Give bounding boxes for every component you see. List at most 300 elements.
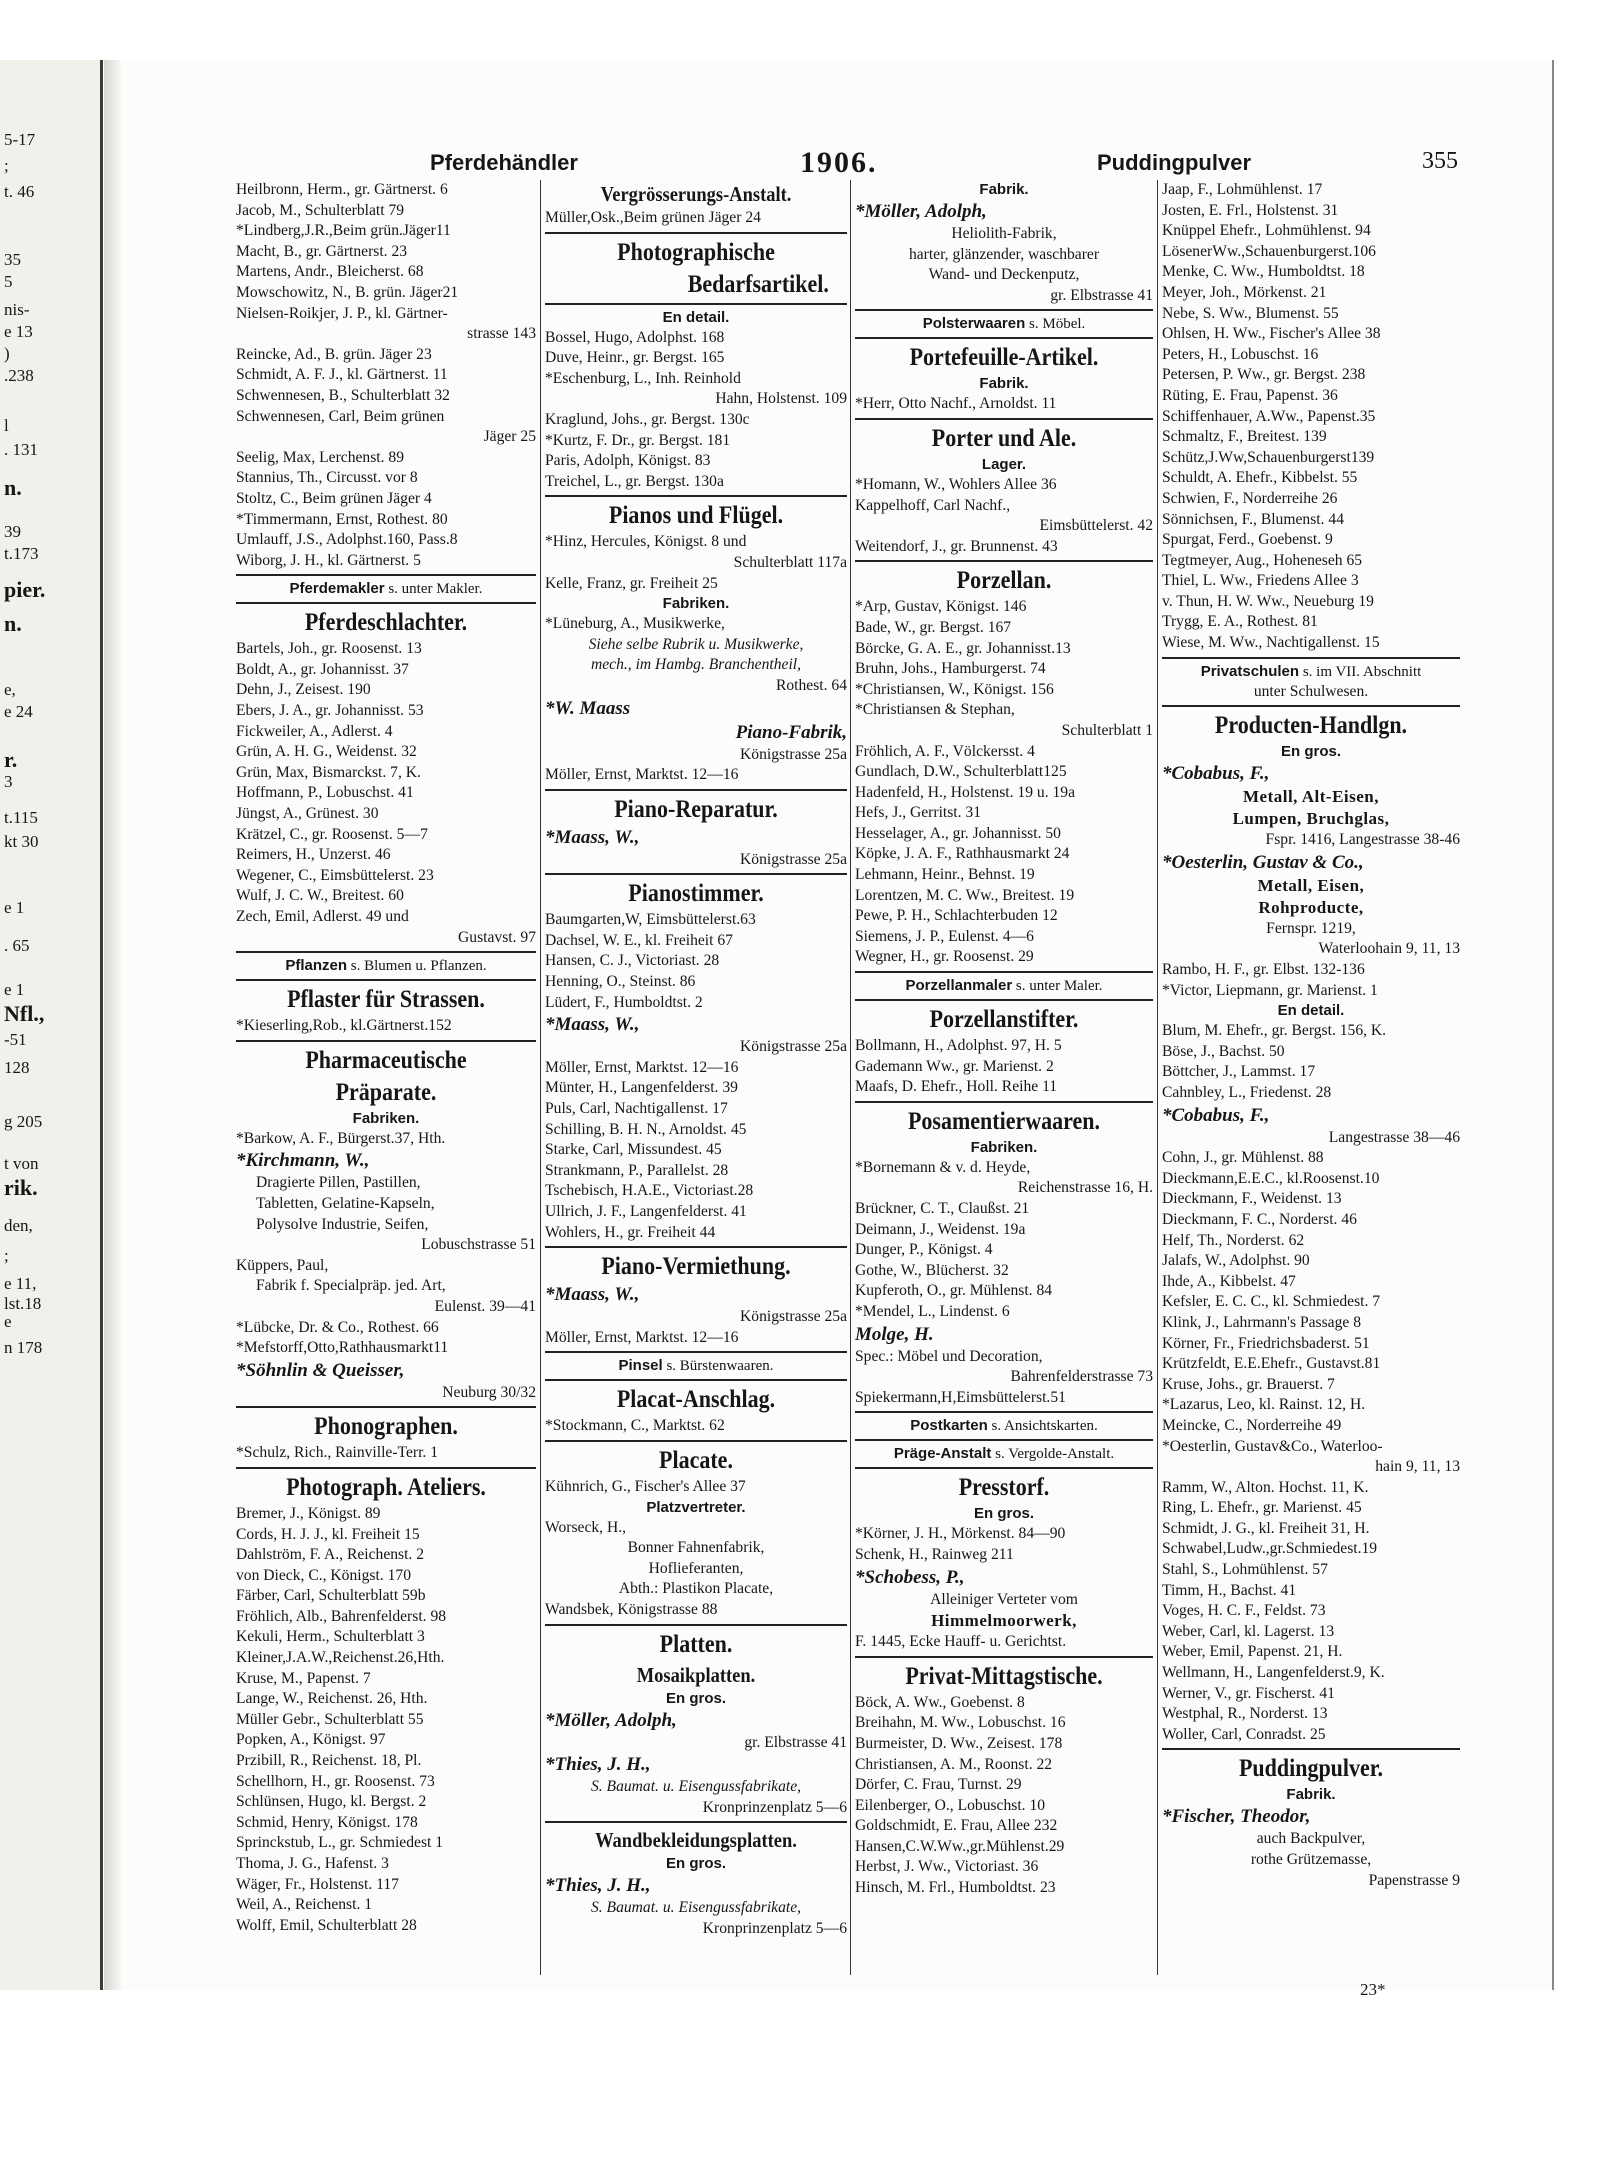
directory-entry: Tschebisch, H.A.E., Victoriast.28 [545,1182,754,1200]
cross-reference [855,314,1153,334]
adjacent-page-fragment: n. [4,611,22,636]
adjacent-page-fragment: ) [4,344,10,363]
directory-column-2 [545,180,847,1940]
column-rule [1157,180,1158,1975]
directory-entry: Menke, C. Ww., Humboldtst. 18 [1162,263,1365,281]
directory-entry: Josten, E. Frl., Holstenst. 31 [1162,201,1339,219]
featured-entry-detail: Lumpen, Bruchglas, [1232,809,1390,829]
directory-entry: *Kieserling,Rob., kl.Gärtnerst.152 [236,1017,452,1035]
featured-entry-detail: Metall, Eisen, [1257,875,1365,895]
entry-continuation: Schulterblatt 117a [733,553,847,571]
adjacent-page-fragment: .238 [4,366,34,385]
directory-entry: LösenerWw.,Schauenburgerst.106 [1162,242,1376,260]
directory-entry: *Mendel, L., Lindenst. 6 [855,1302,1010,1320]
featured-entry: *Maass, W., [545,826,640,848]
directory-entry: Hesselager, A., gr. Johannisst. 50 [855,824,1061,842]
directory-entry: Seelig, Max, Lerchenst. 89 [236,448,405,466]
directory-entry: Gothe, W., Blücherst. 32 [855,1261,1009,1279]
adjacent-page-fragment: 39 [4,522,21,541]
directory-entry: Lorentzen, M. C. Ww., Breitest. 19 [855,886,1075,904]
directory-entry: Fröhlich, Alb., Bahrenfelderst. 98 [236,1607,447,1625]
section-rule [236,979,536,981]
cross-reference-term: Pinsel [618,1357,663,1375]
directory-entry: Peters, H., Lobuschst. 16 [1162,345,1319,363]
adjacent-page-fragment: e 1 [4,898,25,917]
subheading: Fabrik. [1286,1786,1336,1804]
directory-entry: Möller, Ernst, Marktst. 12—16 [545,1058,739,1076]
column-rule [850,180,851,1975]
directory-entry: Kelle, Franz, gr. Freiheit 25 [545,574,718,592]
directory-entry: *Lindberg,J.R.,Beim grün.Jäger11 [236,222,451,240]
featured-entry: *Maass, W., [545,1284,640,1306]
featured-entry-detail: Rohproducte, [1258,897,1364,917]
directory-entry: Reimers, H., Unzerst. 46 [236,846,391,864]
directory-entry: Spiekermann,H,Eimsbüttelerst.51 [855,1388,1066,1406]
section-heading: Producten-Handlgn. [1214,712,1408,740]
section-heading: Placate. [659,1446,733,1474]
featured-entry: *Kirchmann, W., [236,1150,370,1172]
section-rule [545,1624,847,1626]
entry-continuation: Fspr. 1416, Langestrasse 38-46 [1265,831,1460,849]
directory-entry: Treichel, L., gr. Bergst. 130a [545,472,724,490]
cross-reference-target: s. Vergolde-Anstalt. [991,1446,1115,1463]
directory-entry: Cords, H. J. J., kl. Freiheit 15 [236,1525,420,1543]
directory-entry: Schwabel,Ludw.,gr.Schmiedest.19 [1162,1540,1378,1558]
directory-entry: Kühnrich, G., Fischer's Allee 37 [545,1477,746,1495]
subheading: Fabriken. [970,1138,1038,1156]
section-rule [545,1440,847,1442]
section-rule [855,418,1153,420]
cross-reference-target: s. Ansichtskarten. [987,1418,1098,1435]
section-rule [545,495,847,497]
directory-entry: Wäger, Fr., Holstenst. 117 [236,1875,399,1893]
featured-entry-detail: Himmelmoorwerk, [931,1611,1077,1631]
section-heading: Pharmaceutische [305,1046,467,1074]
directory-entry: Wandsbek, Königstrasse 88 [545,1600,718,1618]
cross-reference [236,579,536,599]
directory-entry: Duve, Heinr., gr. Bergst. 165 [545,349,725,367]
directory-entry: Dehn, J., Zeisest. 190 [236,681,371,699]
directory-entry: Voges, H. C. F., Feldst. 73 [1162,1602,1326,1620]
entry-continuation: Reichenstrasse 16, H. [1017,1179,1153,1197]
directory-entry: Wiborg, J. H., kl. Gärtnerst. 5 [236,551,421,569]
entry-note: unter Schulwesen. [1253,682,1369,700]
directory-entry: Blum, M. Ehefr., gr. Bergst. 156, K. [1162,1022,1387,1040]
adjacent-page-fragment: -51 [4,1030,27,1049]
directory-entry: Macht, B., gr. Gärtnerst. 23 [236,242,408,260]
directory-entry: Bruhn, Johs., Hamburgerst. 74 [855,660,1046,678]
directory-entry: Jalafs, W., Adolphst. 90 [1162,1252,1310,1270]
adjacent-page-fragment: den, [4,1216,33,1235]
directory-entry: *Kurtz, F. Dr., gr. Bergst. 181 [545,431,731,449]
adjacent-page-fragment: g 205 [4,1112,43,1131]
directory-entry: Lehmann, Heinr., Behnst. 19 [855,866,1035,884]
cross-reference-term: Polsterwaaren [922,315,1026,333]
cross-reference [855,1444,1153,1464]
entry-note: Siehe selbe Rubrik u. Musikwerke, [588,635,804,653]
entry-note: Bonner Fahnenfabrik, [627,1539,765,1557]
directory-entry: Sönnichsen, F., Blumenst. 44 [1162,510,1344,528]
directory-entry: Wolff, Emil, Schulterblatt 28 [236,1916,417,1934]
directory-entry: Paris, Adolph, Königst. 83 [545,452,711,470]
entry-note: mech., im Hambg. Branchentheil, [590,656,802,674]
directory-entry: Schellhorn, H., gr. Roosenst. 73 [236,1772,435,1790]
book-gutter [104,60,122,1990]
directory-entry: Westphal, R., Norderst. 13 [1162,1705,1328,1723]
section-heading: Porzellanstifter. [929,1006,1079,1034]
directory-entry: *Barkow, A. F., Bürgerst.37, Hth. [236,1129,446,1147]
directory-entry: Breihahn, M. Ww., Lobuschst. 16 [855,1714,1066,1732]
directory-entry: Möller, Ernst, Marktst. 12—16 [545,766,739,784]
cross-reference [545,1356,847,1376]
directory-entry: Kraglund, Johs., gr. Bergst. 130c [545,410,750,428]
directory-entry: Schmid, Henry, Königst. 178 [236,1813,418,1831]
directory-entry: Pewe, P. H., Schlachterbuden 12 [855,907,1058,925]
section-heading: Photographische [617,238,775,266]
directory-entry: Mowschowitz, N., B. grün. Jäger21 [236,283,459,301]
directory-entry: Jacob, M., Schulterblatt 79 [236,201,405,219]
directory-entry: Bartels, Joh., gr. Roosenst. 13 [236,640,422,658]
directory-entry: Bollmann, H., Adolphst. 97, H. 5 [855,1037,1062,1055]
adjacent-page-fragment: lst.18 [4,1294,42,1313]
directory-entry: Deimann, J., Weidenst. 19a [855,1220,1026,1238]
cross-reference-target: s. Blumen u. Pflanzen. [347,958,487,975]
directory-entry: Kefsler, E. C. C., kl. Schmiedest. 7 [1162,1293,1381,1311]
section-rule [236,574,536,576]
entry-continuation: Schulterblatt 1 [1061,721,1153,739]
section-rule [855,999,1153,1001]
directory-entry: Gundlach, D.W., Schulterblatt125 [855,763,1067,781]
directory-entry: Worseck, H., [545,1518,627,1536]
entry-continuation: Königstrasse 25a [740,1038,847,1056]
section-rule [855,1411,1153,1413]
entry-continuation: Neuburg 30/32 [442,1383,536,1401]
directory-entry: Starke, Carl, Missundest. 45 [545,1141,722,1159]
directory-entry: *Bornemann & v. d. Heyde, [855,1158,1031,1176]
adjacent-page-fragment: e, [4,680,16,699]
directory-entry: Ramm, W., Alton. Hochst. 11, K. [1162,1478,1369,1496]
directory-entry: Thiel, L. Ww., Friedens Allee 3 [1162,572,1359,590]
directory-entry: Schwennesen, Carl, Beim grünen [236,407,445,425]
directory-entry: Baumgarten,W, Eimsbüttelerst.63 [545,911,756,929]
adjacent-page-fragment: kt 30 [4,832,39,851]
section-heading: Präparate. [335,1078,437,1106]
entry-continuation: Eulenst. 39—41 [434,1297,536,1315]
section-heading: Porzellan. [956,567,1052,595]
entry-note: S. Baumat. u. Eisengussfabrikate, [590,1778,802,1796]
entry-continuation: hain 9, 11, 13 [1375,1458,1460,1476]
subheading: En gros. [1280,743,1341,761]
directory-entry: Bade, W., gr. Bergst. 167 [855,618,1012,636]
directory-entry: Maafs, D. Ehefr., Holl. Reihe 11 [855,1078,1058,1096]
section-heading: Phonographen. [314,1413,458,1441]
directory-entry: Krützfeldt, E.E.Ehefr., Gustavst.81 [1162,1355,1381,1373]
directory-entry: Boldt, A., gr. Johannisst. 37 [236,660,409,678]
subheading: Platzvertreter. [646,1498,746,1516]
directory-entry: Schwennesen, B., Schulterblatt 32 [236,386,450,404]
directory-entry: Hansen, C. J., Victoriast. 28 [545,952,720,970]
directory-entry: Grün, Max, Bismarckst. 7, K. [236,763,421,781]
directory-entry: Zech, Emil, Adlerst. 49 und [236,908,409,925]
directory-entry: Bossel, Hugo, Adolphst. 168 [545,328,725,346]
section-rule [545,232,847,234]
directory-entry: Kappelhoff, Carl Nachf., [855,496,1011,514]
subheading: En detail. [662,308,730,326]
directory-entry: Wohlers, H., gr. Freiheit 44 [545,1223,716,1241]
adjacent-page-fragment: t.173 [4,544,39,563]
adjacent-page-fragment: . 131 [4,440,38,459]
directory-entry: Müller Gebr., Schulterblatt 55 [236,1710,424,1728]
directory-entry: F. 1445, Ecke Hauff- u. Gerichtst. [855,1633,1067,1651]
directory-entry: Kruse, Johs., gr. Brauerst. 7 [1162,1375,1335,1393]
adjacent-page-fragment: t. 46 [4,182,35,201]
entry-continuation: Kronprinzenplatz 5—6 [702,1798,847,1816]
entry-note: auch Backpulver, [1256,1830,1366,1848]
directory-entry: Klink, J., Lahrmann's Passage 8 [1162,1313,1362,1331]
entry-continuation: Tabletten, Gelatine-Kapseln, [256,1194,435,1212]
directory-entry: Schwien, F., Norderreihe 26 [1162,489,1338,507]
section-rule [236,1467,536,1469]
directory-entry: Rambo, H. F., gr. Elbst. 132-136 [1162,961,1365,979]
adjacent-page-fragment: e 1 [4,980,25,999]
section-heading: Portefeuille-Artikel. [909,344,1099,372]
directory-entry: Schuldt, A. Ehefr., Kibbelst. 55 [1162,469,1358,487]
entry-continuation: gr. Elbstrasse 41 [1050,286,1153,304]
directory-entry: Schlünsen, Hugo, kl. Bergst. 2 [236,1793,427,1811]
cross-reference [236,956,536,976]
directory-entry: Schiffenhauer, A.Ww., Papenst.35 [1162,407,1376,425]
adjacent-page-strip [0,60,103,1990]
cross-reference [855,1416,1153,1436]
section-rule [236,951,536,953]
entry-note: Abth.: Plastikon Placate, [618,1580,774,1598]
featured-entry: *Thies, J. H., [545,1875,651,1897]
directory-entry: Martens, Andr., Bleicherst. 68 [236,263,424,281]
directory-entry: Dieckmann, F. C., Norderst. 46 [1162,1210,1357,1228]
directory-entry: Umlauff, J.S., Adolphst.160, Pass.8 [236,531,458,549]
entry-continuation: Langestrasse 38—46 [1328,1128,1460,1146]
directory-entry: *Schulz, Rich., Rainville-Terr. 1 [236,1444,439,1462]
entry-note: harter, glänzender, waschbarer [908,245,1100,263]
directory-entry: Wegener, C., Eimsbüttelerst. 23 [236,866,434,884]
directory-entry: *Hinz, Hercules, Königst. 8 und [545,533,747,551]
entry-continuation: strasse 143 [467,325,536,343]
section-rule [855,971,1153,973]
section-heading: Posamentierwaaren. [907,1107,1101,1135]
subheading: Fabriken. [662,595,730,613]
directory-entry: Börcke, G. A. E., gr. Johannisst.13 [855,639,1071,657]
entry-continuation: Lobuschstrasse 51 [421,1236,536,1254]
directory-entry: Meyer, Joh., Mörkenst. 21 [1162,283,1327,301]
directory-entry: Wellmann, H., Langenfelderst.9, K. [1162,1664,1385,1682]
entry-continuation: Bahrenfelderstrasse 73 [1010,1368,1153,1386]
section-rule [855,1101,1153,1103]
directory-entry: *Timmermann, Ernst, Rothest. 80 [236,510,448,528]
directory-column-4 [1162,180,1460,1891]
entry-continuation: Dragierte Pillen, Pastillen, [256,1174,421,1192]
featured-entry: *W. Maass [545,697,631,719]
directory-entry: Hansen,C.W.Ww.,gr.Mühlenst.29 [855,1837,1065,1855]
featured-entry: *Cobabus, F., [1162,1104,1270,1126]
featured-entry: *Schobess, P., [855,1566,965,1588]
directory-entry: Spurgat, Ferd., Goebenst. 9 [1162,531,1333,549]
directory-entry: Brückner, C. T., Claußst. 21 [855,1200,1030,1217]
directory-entry: Burmeister, D. Ww., Zeisest. 178 [855,1734,1063,1752]
running-header [0,146,1600,180]
adjacent-page-fragment: e 24 [4,702,33,721]
cross-reference-term: Pflanzen [285,957,348,975]
adjacent-page-fragment: 128 [4,1058,30,1077]
subheading: Fabriken. [352,1109,420,1127]
directory-entry: Hadenfeld, H., Holstenst. 19 u. 19a [855,783,1076,801]
subheading: En gros. [973,1505,1034,1523]
directory-entry: Dachsel, W. E., kl. Freiheit 67 [545,931,733,949]
directory-entry: Dörfer, C. Frau, Turnst. 29 [855,1776,1022,1794]
entry-continuation: Rothest. 64 [775,676,847,694]
directory-entry: Strankmann, P., Parallelst. 28 [545,1161,729,1179]
directory-entry: Schmaltz, F., Breitest. 139 [1162,428,1327,446]
section-heading: Photograph. Ateliers. [286,1473,486,1501]
featured-entry-detail: Metall, Alt-Eisen, [1242,787,1379,807]
directory-entry: Thoma, J. G., Hafenst. 3 [236,1855,389,1872]
directory-entry: Wegner, H., gr. Roosenst. 29 [855,948,1034,966]
cross-reference [1162,662,1460,682]
directory-entry: *Eschenburg, L., Inh. Reinhold [545,369,741,387]
directory-entry: Lüdert, F., Humboldtst. 2 [545,993,703,1011]
cross-reference-term: Privatschulen [1200,662,1300,680]
entry-continuation: Waterloohain 9, 11, 13 [1318,940,1460,958]
subheading: Fabrik. [979,181,1029,198]
directory-entry: Timm, H., Bachst. 41 [1162,1581,1297,1599]
featured-entry: *Fischer, Theodor, [1162,1806,1311,1828]
directory-entry: Christiansen, A. M., Roonst. 22 [855,1755,1053,1773]
directory-entry: Münter, H., Langenfelderst. 39 [545,1079,738,1097]
section-rule [545,1821,847,1823]
cross-reference [855,976,1153,996]
entry-continuation: gr. Elbstrasse 41 [744,1733,847,1751]
cross-reference-target: s. unter Makler. [384,581,483,598]
directory-entry: Sprinckstub, L., gr. Schmiedest 1 [236,1834,444,1852]
directory-entry: Nebe, S. Ww., Blumenst. 55 [1162,304,1339,322]
entry-continuation: Eimsbüttelerst. 42 [1039,517,1153,535]
featured-entry: *Möller, Adolph, [545,1709,677,1731]
directory-entry: Reincke, Ad., B. grün. Jäger 23 [236,345,432,363]
cross-reference-term: Pferdemakler [289,580,385,598]
directory-entry: Meincke, C., Norderreihe 49 [1162,1416,1342,1434]
directory-entry: Weber, Carl, kl. Lagerst. 13 [1162,1622,1335,1640]
header-left-keyword: Pferdehändler [430,150,578,175]
entry-continuation: Polysolve Industrie, Seifen, [256,1215,429,1233]
directory-entry: Gademann Ww., gr. Marienst. 2 [855,1057,1054,1075]
directory-entry: Bremer, J., Königst. 89 [236,1504,381,1522]
section-heading: Pianostimmer. [628,880,764,908]
featured-entry: Molge, H. [855,1323,934,1345]
directory-entry: Hinsch, M. Frl., Humboldtst. 23 [855,1879,1056,1897]
cross-reference-term: Präge-Anstalt [893,1445,992,1463]
directory-entry: Dunger, P., Königst. 4 [855,1241,993,1259]
directory-entry: Schenk, H., Rainweg 211 [855,1545,1014,1563]
directory-entry: Ebers, J. A., gr. Johannisst. 53 [236,702,424,720]
directory-entry: Stoltz, C., Beim grünen Jäger 4 [236,489,432,507]
subsection-heading: Vergrösserungs-Anstalt. [600,182,792,206]
adjacent-page-fragment: t von [4,1154,39,1173]
featured-entry: *Möller, Adolph, [855,201,987,222]
directory-entry: Ullrich, J. F., Langenfelderst. 41 [545,1203,747,1220]
directory-column-1 [236,180,536,1936]
subheading: En gros. [665,1689,726,1707]
directory-entry: Heilbronn, Herm., gr. Gärtnerst. 6 [236,181,448,198]
entry-note: S. Baumat. u. Eisengussfabrikate, [590,1899,802,1917]
section-heading: Pianos und Flügel. [608,502,784,530]
entry-note: Hoflieferanten, [648,1559,744,1577]
directory-entry: Böck, A. Ww., Goebenst. 8 [855,1693,1025,1711]
section-rule [855,309,1153,311]
cross-reference-target: s. Bürstenwaaren. [662,1358,774,1375]
directory-entry: Spec.: Möbel und Decoration, [855,1347,1043,1365]
entry-continuation: Gustavst. 97 [458,928,536,946]
page-number: 355 [1422,148,1458,174]
column-rule [540,180,541,1975]
section-rule [855,560,1153,562]
directory-entry: *Stockmann, C., Marktst. 62 [545,1417,725,1435]
subsection-heading: Wandbekleidungsplatten. [595,1828,797,1853]
directory-entry: v. Thun, H. W. Ww., Neueburg 19 [1162,592,1374,610]
directory-entry: *Christiansen & Stephan, [855,701,1015,719]
adjacent-page-fragment: Nfl., [4,1001,45,1026]
directory-entry: Weil, A., Reichenst. 1 [236,1896,373,1914]
entry-note: Fernspr. 1219, [1266,919,1356,937]
directory-entry: Wulf, J. C. W., Breitest. 60 [236,887,404,905]
section-heading: Puddingpulver. [1238,1755,1384,1783]
directory-entry: Petersen, P. Ww., gr. Bergst. 238 [1162,366,1366,384]
directory-entry: *Homann, W., Wohlers Allee 36 [855,475,1057,493]
entry-continuation: Hahn, Holstenst. 109 [715,390,847,408]
directory-entry: *Christiansen, W., Königst. 156 [855,680,1054,698]
section-rule [855,1656,1153,1658]
directory-entry: Dahlström, F. A., Reichenst. 2 [236,1546,425,1564]
header-right-keyword: Puddingpulver [1097,150,1251,175]
directory-entry: Stannius, Th., Circusst. vor 8 [236,469,418,487]
cross-reference-target: s. unter Maler. [1012,978,1103,995]
signature-mark: 23* [1360,1980,1386,1999]
subheading: En gros. [665,1855,726,1873]
directory-entry: *Lübcke, Dr. & Co., Rothest. 66 [236,1318,439,1336]
entry-continuation: Königstrasse 25a [740,1308,847,1326]
adjacent-page-fragment: l [4,416,9,435]
adjacent-page-fragment: ; [4,1246,9,1265]
directory-entry: Cohn, J., gr. Mühlenst. 88 [1162,1149,1324,1167]
directory-entry: *Herr, Otto Nachf., Arnoldst. 11 [855,395,1057,413]
directory-entry: Ihde, A., Kibbelst. 47 [1162,1272,1296,1290]
directory-entry: Hefs, J., Gerritst. 31 [855,804,982,822]
directory-entry: Kleiner,J.A.W.,Reichenst.26,Hth. [236,1649,445,1667]
directory-entry: Goldschmidt, E. Frau, Allee 232 [855,1817,1058,1835]
adjacent-page-fragment: r. [4,747,18,772]
featured-entry: *Maass, W., [545,1014,640,1036]
directory-column-3 [855,180,1153,1899]
adjacent-page-fragment: e [4,1312,12,1331]
directory-entry: Przibill, R., Reichenst. 18, Pl. [236,1752,422,1770]
section-heading: Platten. [659,1630,733,1658]
featured-entry: *Oesterlin, Gustav & Co., [1162,851,1364,873]
section-heading: Privat-Mittagstische. [905,1662,1103,1690]
directory-entry: Werner, V., gr. Fischerst. 41 [1162,1684,1335,1702]
directory-entry: Krätzel, C., gr. Roosenst. 5—7 [236,825,428,843]
section-heading: Piano-Reparatur. [614,795,778,823]
entry-continuation: Königstrasse 25a [740,850,847,868]
directory-entry: von Dieck, C., Königst. 170 [236,1566,411,1584]
adjacent-page-fragment: 5 [4,272,13,291]
